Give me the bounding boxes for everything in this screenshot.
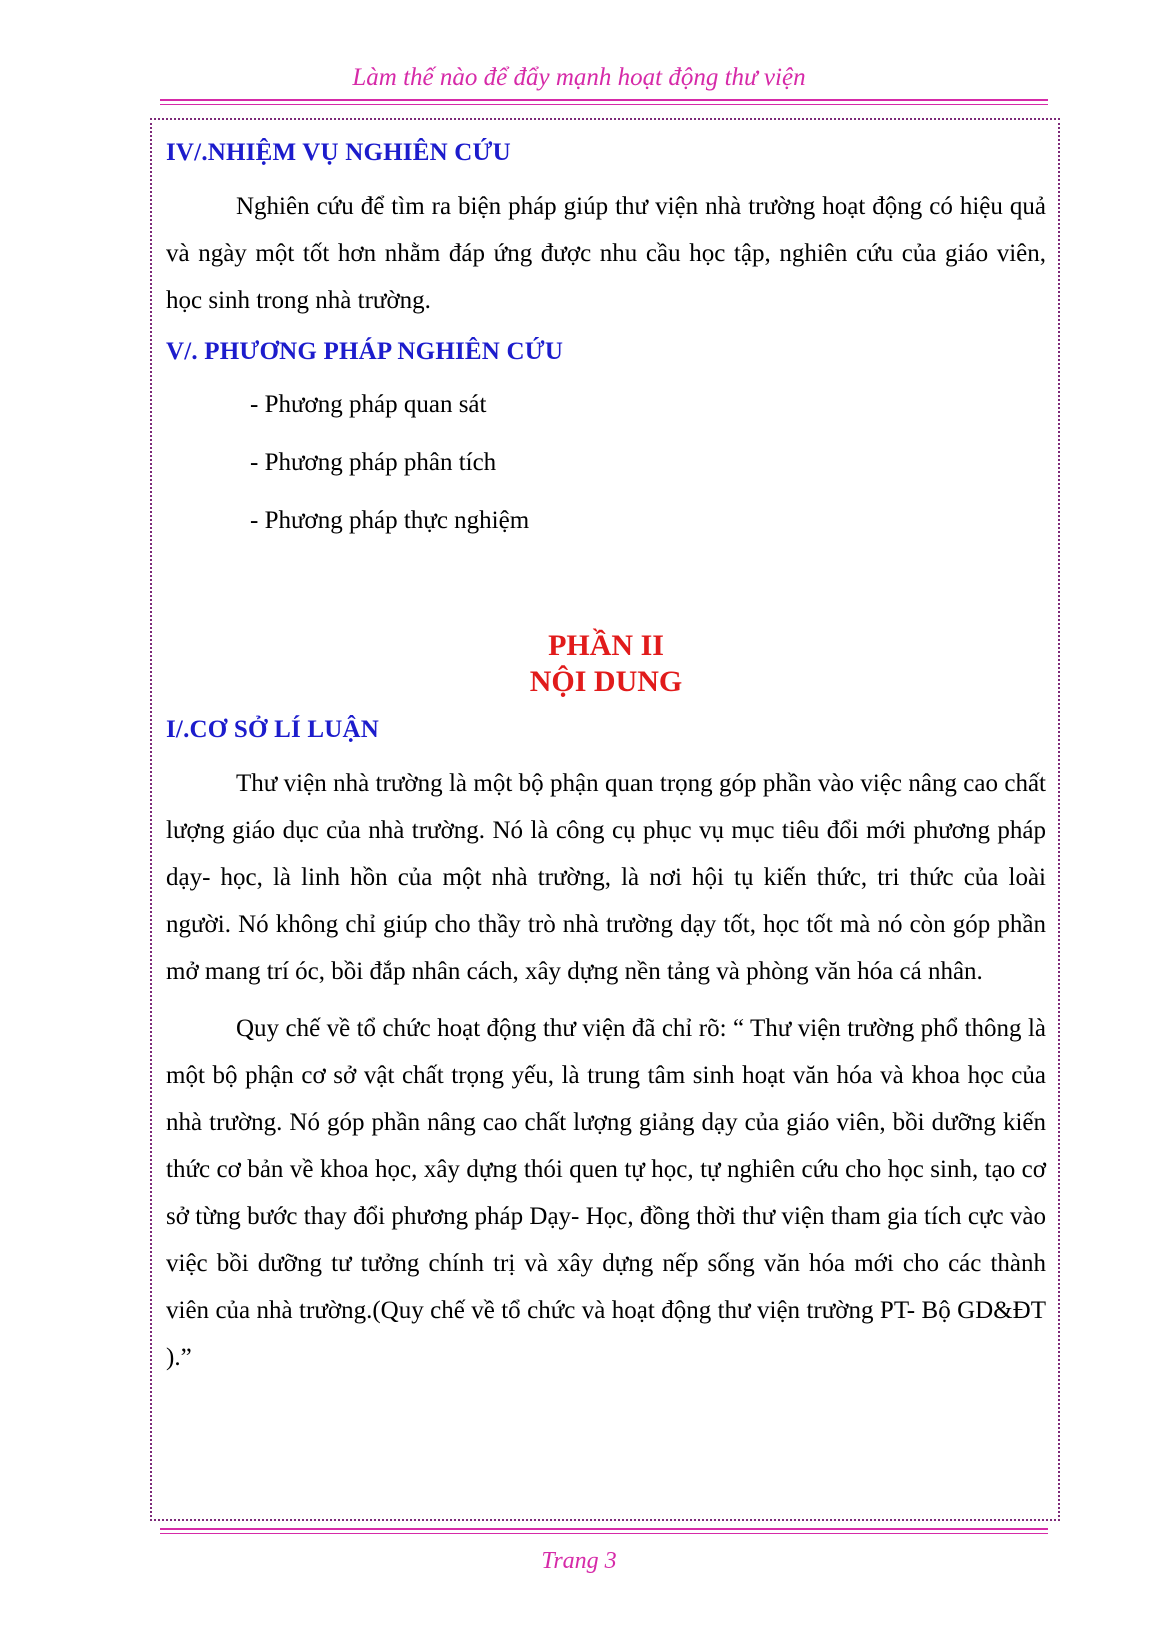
list-item: - Phương pháp thực nghiệm: [250, 507, 530, 534]
research-tasks-paragraph: Nghiên cứu để tìm ra biện pháp giúp thư viện nhà trường hoạt động có hiệu quả và ngày một tốt hơn nhằm đáp ứng được nhu cầu học tập, nghiên cứu của giáo viên, học sinh trong nhà trường.: [166, 193, 1046, 314]
list-item: - Phương pháp phân tích: [250, 449, 497, 476]
part-subtitle: NỘI DUNG: [529, 665, 683, 698]
section-heading-research-methods: V/. PHƯƠNG PHÁP NGHIÊN CỨU: [166, 338, 564, 365]
page-header-title: Làm thế nào để đẩy mạnh hoạt động thư viện: [352, 64, 806, 91]
page-number: Trang 3: [541, 1548, 617, 1574]
section-heading-research-tasks: IV/.NHIỆM VỤ NGHIÊN CỨU: [166, 139, 511, 166]
footer-rule-bottom: [160, 1533, 1048, 1534]
list-item: - Phương pháp quan sát: [250, 391, 487, 418]
footer-rule-top: [160, 1528, 1048, 1530]
theoretical-basis-paragraph-2: Quy chế về tổ chức hoạt động thư viện đã chỉ rõ: “ Thư viện trường phổ thông là một bộ phận cơ sở vật chất trọng yếu, là trung tâm sinh hoạt văn hóa và khoa học của nhà trường. Nó góp phần nâng cao chất lượng giảng dạy của giáo viên, bồi dưỡng kiến thức cơ bản về khoa học, xây dựng thói quen tự học, tự nghiên cứu cho học sinh, tạo cơ sở từng bước thay đổi phương pháp Dạy- Học, đồng thời thư viện tham gia tích cực vào việc bồi dưỡng tư tưởng chính trị và xây dựng nếp sống văn hóa mới cho các thành viên của nhà trường.(Quy chế về tổ chức và hoạt động thư viện trường PT- Bộ GD&ĐT ).”: [166, 1015, 1046, 1371]
theoretical-basis-paragraph-1: Thư viện nhà trường là một bộ phận quan trọng góp phần vào việc nâng cao chất lượng giáo dục của nhà trường. Nó là công cụ phục vụ mục tiêu đổi mới phương pháp dạy- học, là linh hồn của một nhà trường, là nơi hội tụ kiến thức, tri thức của loài người. Nó không chỉ giúp cho thầy trò nhà trường dạy tốt, học tốt mà nó còn góp phần mở mang trí óc, bồi đắp nhân cách, xây dựng nền tảng và phòng văn hóa cá nhân.: [166, 770, 1046, 985]
part-title: PHẦN II: [548, 629, 664, 662]
section-heading-theoretical-basis: I/.CƠ SỞ LÍ LUẬN: [166, 716, 379, 743]
page-content: [166, 133, 1046, 1381]
header-rule-bottom: [160, 104, 1048, 105]
research-methods-list: [166, 376, 1046, 550]
header-rule-top: [160, 99, 1048, 101]
